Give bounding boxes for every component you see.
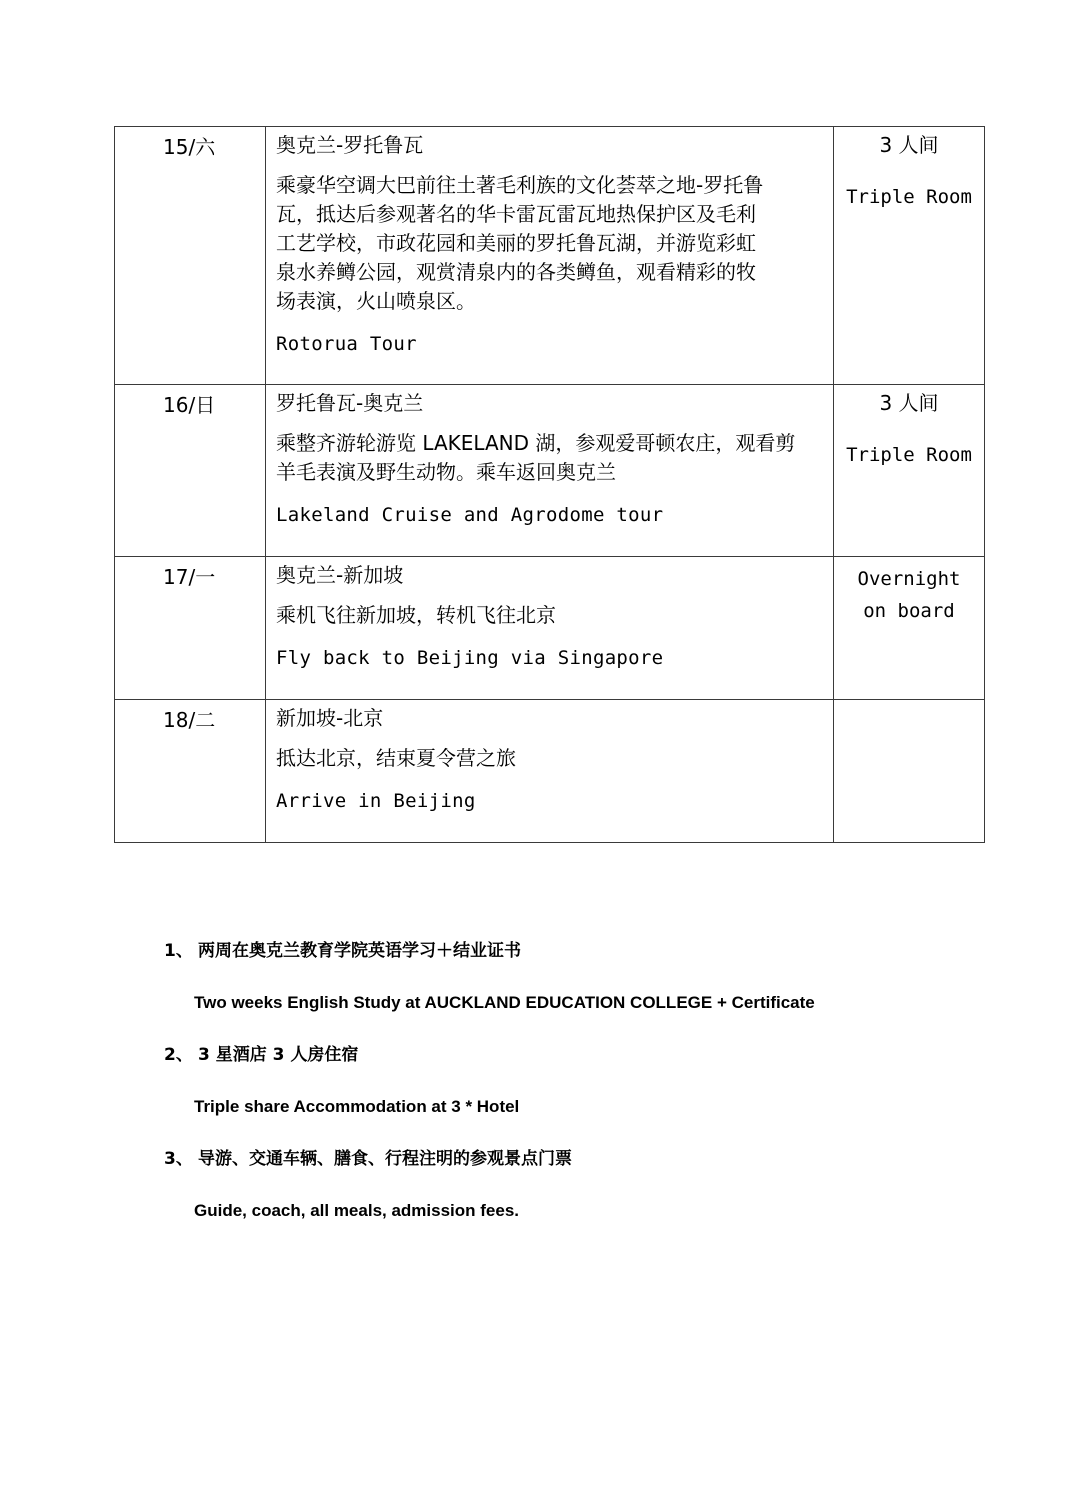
room-type-en: Overnight — [857, 568, 961, 590]
inclusion-cn: 3 星酒店 3 人房住宿 — [198, 1045, 359, 1065]
desc-line: 工艺学校，市政花园和美丽的罗托鲁瓦湖，并游览彩虹 — [276, 231, 756, 255]
room-cell — [834, 385, 985, 557]
date-cell — [115, 127, 266, 385]
desc-line: 瓦，抵达后参观著名的华卡雷瓦雷瓦地热保护区及毛利 — [276, 202, 756, 226]
inclusion-cn: 两周在奥克兰教育学院英语学习＋结业证书 — [198, 941, 521, 961]
date-cell — [115, 557, 266, 700]
day-date: 16/日 — [163, 393, 216, 417]
desc-line: 乘机飞往新加坡，转机飞往北京 — [276, 603, 556, 627]
inclusion-en: Triple share Accommodation at 3 * Hotel — [194, 1097, 520, 1116]
itinerary-row — [115, 127, 985, 385]
itinerary-table — [114, 126, 985, 843]
route-title: 新加坡-北京 — [276, 706, 384, 730]
day-date: 18/二 — [163, 708, 216, 732]
inclusion-en: Guide, coach, all meals, admission fees. — [194, 1201, 520, 1220]
room-type-en: on board — [863, 600, 955, 622]
desc-line: 羊毛表演及野生动物。乘车返回奥克兰 — [276, 460, 616, 484]
route-english: Arrive in Beijing — [276, 790, 476, 812]
inclusion-cn: 导游、交通车辆、膳食、行程注明的参观景点门票 — [198, 1149, 572, 1169]
date-cell — [115, 385, 266, 557]
itinerary-row — [115, 557, 985, 700]
room-type-cn: 3 人间 — [879, 391, 939, 415]
desc-line: 场表演，火山喷泉区。 — [276, 289, 476, 313]
desc-line: 抵达北京，结束夏令营之旅 — [276, 746, 516, 770]
route-title: 奥克兰-罗托鲁瓦 — [276, 133, 424, 157]
inclusions-list — [164, 936, 1024, 1248]
route-english: Fly back to Beijing via Singapore — [276, 647, 664, 669]
itinerary-row — [115, 700, 985, 843]
room-type-cn: 3 人间 — [879, 133, 939, 157]
inclusion-number: 3、 — [164, 1149, 193, 1169]
route-title: 奥克兰-新加坡 — [276, 563, 404, 587]
room-cell — [834, 700, 985, 843]
room-type-en: Triple Room — [846, 186, 972, 208]
desc-line: 泉水养鳟公园，观赏清泉内的各类鳟鱼，观看精彩的牧 — [276, 260, 756, 284]
room-type-en: Triple Room — [846, 444, 972, 466]
plan-cell — [266, 557, 834, 700]
desc-line: 乘豪华空调大巴前往土著毛利族的文化荟萃之地-罗托鲁 — [276, 173, 764, 197]
room-cell — [834, 557, 985, 700]
inclusion-item — [164, 1040, 1024, 1122]
plan-cell — [266, 385, 834, 557]
day-date: 15/六 — [163, 135, 216, 159]
route-description — [276, 601, 823, 630]
plan-cell — [266, 700, 834, 843]
inclusion-en: Two weeks English Study at AUCKLAND EDUCATION COLLEGE + Certificate — [194, 993, 815, 1012]
day-date: 17/一 — [163, 565, 216, 589]
route-english: Lakeland Cruise and Agrodome tour — [276, 504, 664, 526]
route-title: 罗托鲁瓦-奥克兰 — [276, 391, 424, 415]
desc-line: 乘整齐游轮游览 LAKELAND 湖，参观爱哥顿农庄，观看剪 — [276, 431, 796, 455]
inclusion-number: 2、 — [164, 1045, 193, 1065]
route-english: Rotorua Tour — [276, 333, 417, 355]
route-description — [276, 429, 823, 487]
plan-cell — [266, 127, 834, 385]
itinerary-row — [115, 385, 985, 557]
inclusion-item — [164, 936, 1024, 1018]
inclusion-number: 1、 — [164, 941, 193, 961]
inclusion-item — [164, 1144, 1024, 1226]
date-cell — [115, 700, 266, 843]
route-description — [276, 744, 823, 773]
route-description — [276, 171, 823, 316]
room-cell — [834, 127, 985, 385]
